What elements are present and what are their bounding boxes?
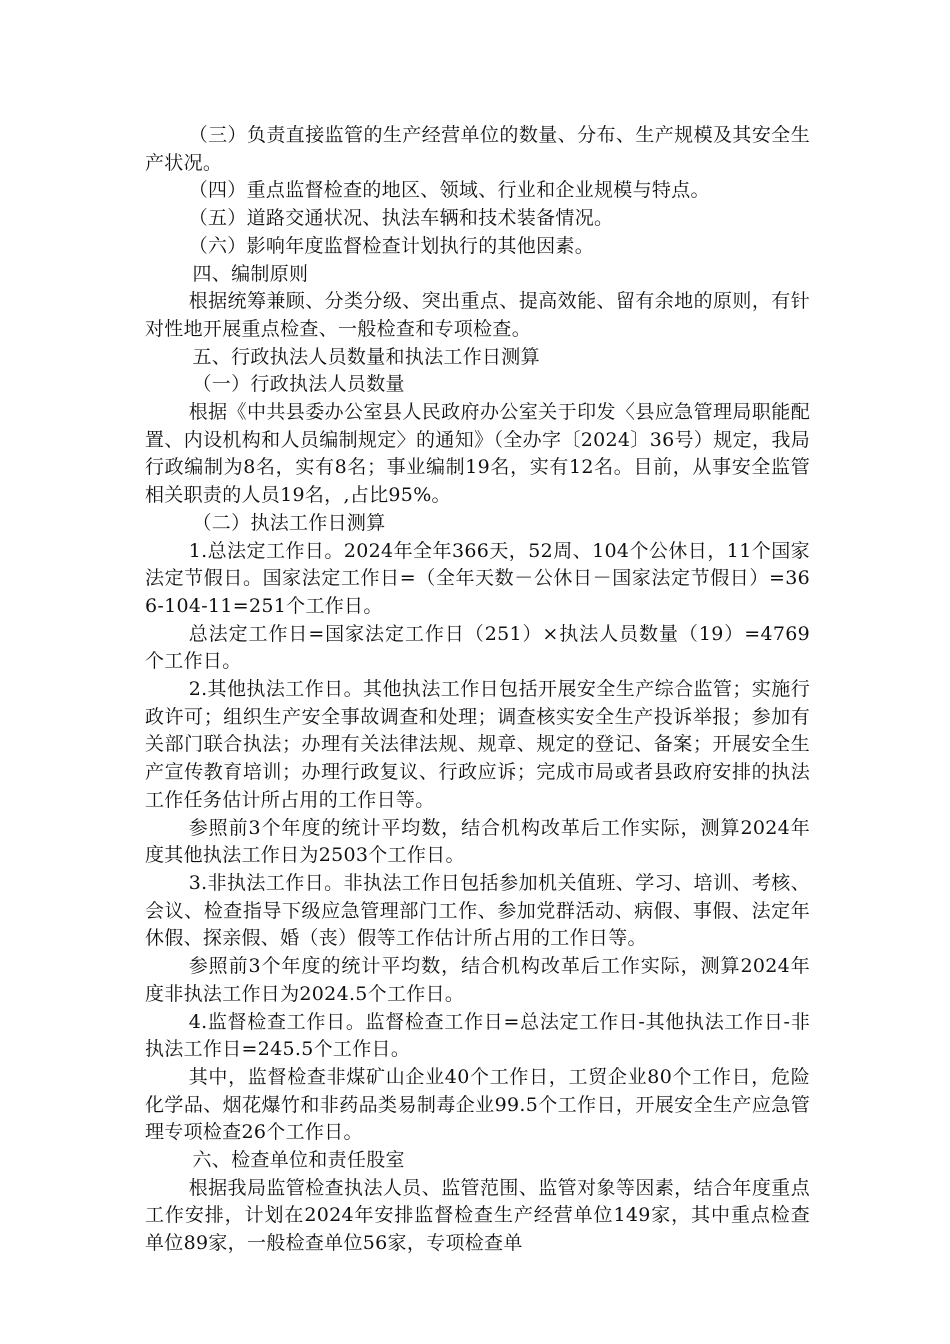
section-heading-4: 四、编制原则 xyxy=(192,262,309,285)
paragraph-item-5: （五）道路交通状况、执法车辆和技术装备情况。 xyxy=(188,207,614,230)
paragraph-inspection-units: 根据我局监管检查执法人员、监管范围、监管对象等因素，结合年度重点工作安排，计划在2024年安排监督检查生产经营单位149家，其中重点检查单位89家，一般检查单位56家，专项检查单 xyxy=(145,1176,810,1255)
paragraph-item-6: （六）影响年度监督检查计划执行的其他因素。 xyxy=(188,234,594,257)
document-body xyxy=(145,122,810,1258)
paragraph-non-enforcement-workdays: 3.非执法工作日。非执法工作日包括参加机关值班、学习、培训、考核、会议、检查指导下级应急管理部门工作、参加党群活动、病假、事假、法定年休假、探亲假、婚（丧）假等工作估计所占用的工作日等。 xyxy=(145,871,810,950)
paragraph-total-workdays: 1.总法定工作日。2024年全年366天，52周、104个公休日，11个国家法定节假日。国家法定工作日=（全年天数－公休日－国家法定节假日）=366-104-11=251个工作日。 xyxy=(145,539,810,617)
subheading-staff-count: （一）行政执法人员数量 xyxy=(192,373,405,396)
subheading-workday-calc: （二）执法工作日测算 xyxy=(192,511,386,534)
section-heading-5: 五、行政执法人员数量和执法工作日测算 xyxy=(192,345,540,368)
paragraph-other-workdays: 2.其他执法工作日。其他执法工作日包括开展安全生产综合监管；实施行政许可；组织生产安全事故调查和处理；调查核实安全生产投诉举报；参加有关部门联合执法；办理有关法律法规、规章、规定的登记、备案；开展安全生产宣传教育培训；办理行政复议、行政应诉；完成市局或者县政府安排的执法工作任务估计所占用的工作日等。 xyxy=(145,678,810,811)
paragraph-inspection-workdays: 4.监督检查工作日。监督检查工作日=总法定工作日-其他执法工作日-非执法工作日=245.5个工作日。 xyxy=(145,1010,810,1061)
paragraph-total-workdays-formula: 总法定工作日=国家法定工作日（251）×执法人员数量（19）=4769个工作日。 xyxy=(145,622,810,673)
paragraph-staff-count: 根据《中共县委办公室县人民政府办公室关于印发〈县应急管理局职能配置、内设机构和人员编制规定〉的通知》（全办字〔2024〕36号）规定，我局行政编制为8名，实有8名；事业编制19名，实有12名。目前，从事安全监管相关职责的人员19名，,占比95%。 xyxy=(145,401,810,507)
paragraph-principles: 根据统筹兼顾、分类分级、突出重点、提高效能、留有余地的原则，有针对性地开展重点检查、一般检查和专项检查。 xyxy=(145,290,810,340)
paragraph-item-3: （三）负责直接监管的生产经营单位的数量、分布、生产规模及其安全生产状况。 xyxy=(145,124,810,174)
section-heading-6: 六、检查单位和责任股室 xyxy=(192,1149,405,1172)
paragraph-item-4: （四）重点监督检查的地区、领域、行业和企业规模与特点。 xyxy=(188,179,710,202)
paragraph-non-enforcement-estimate: 参照前3个年度的统计平均数，结合机构改革后工作实际，测算2024年度非执法工作日为2024.5个工作日。 xyxy=(145,955,810,1005)
paragraph-inspection-breakdown: 其中，监督检查非煤矿山企业40个工作日，工贸企业80个工作日，危险化学品、烟花爆竹和非药品类易制毒企业99.5个工作日，开展安全生产应急管理专项检查26个工作日。 xyxy=(145,1065,810,1144)
paragraph-other-workdays-estimate: 参照前3个年度的统计平均数，结合机构改革后工作实际，测算2024年度其他执法工作日为2503个工作日。 xyxy=(145,816,810,867)
